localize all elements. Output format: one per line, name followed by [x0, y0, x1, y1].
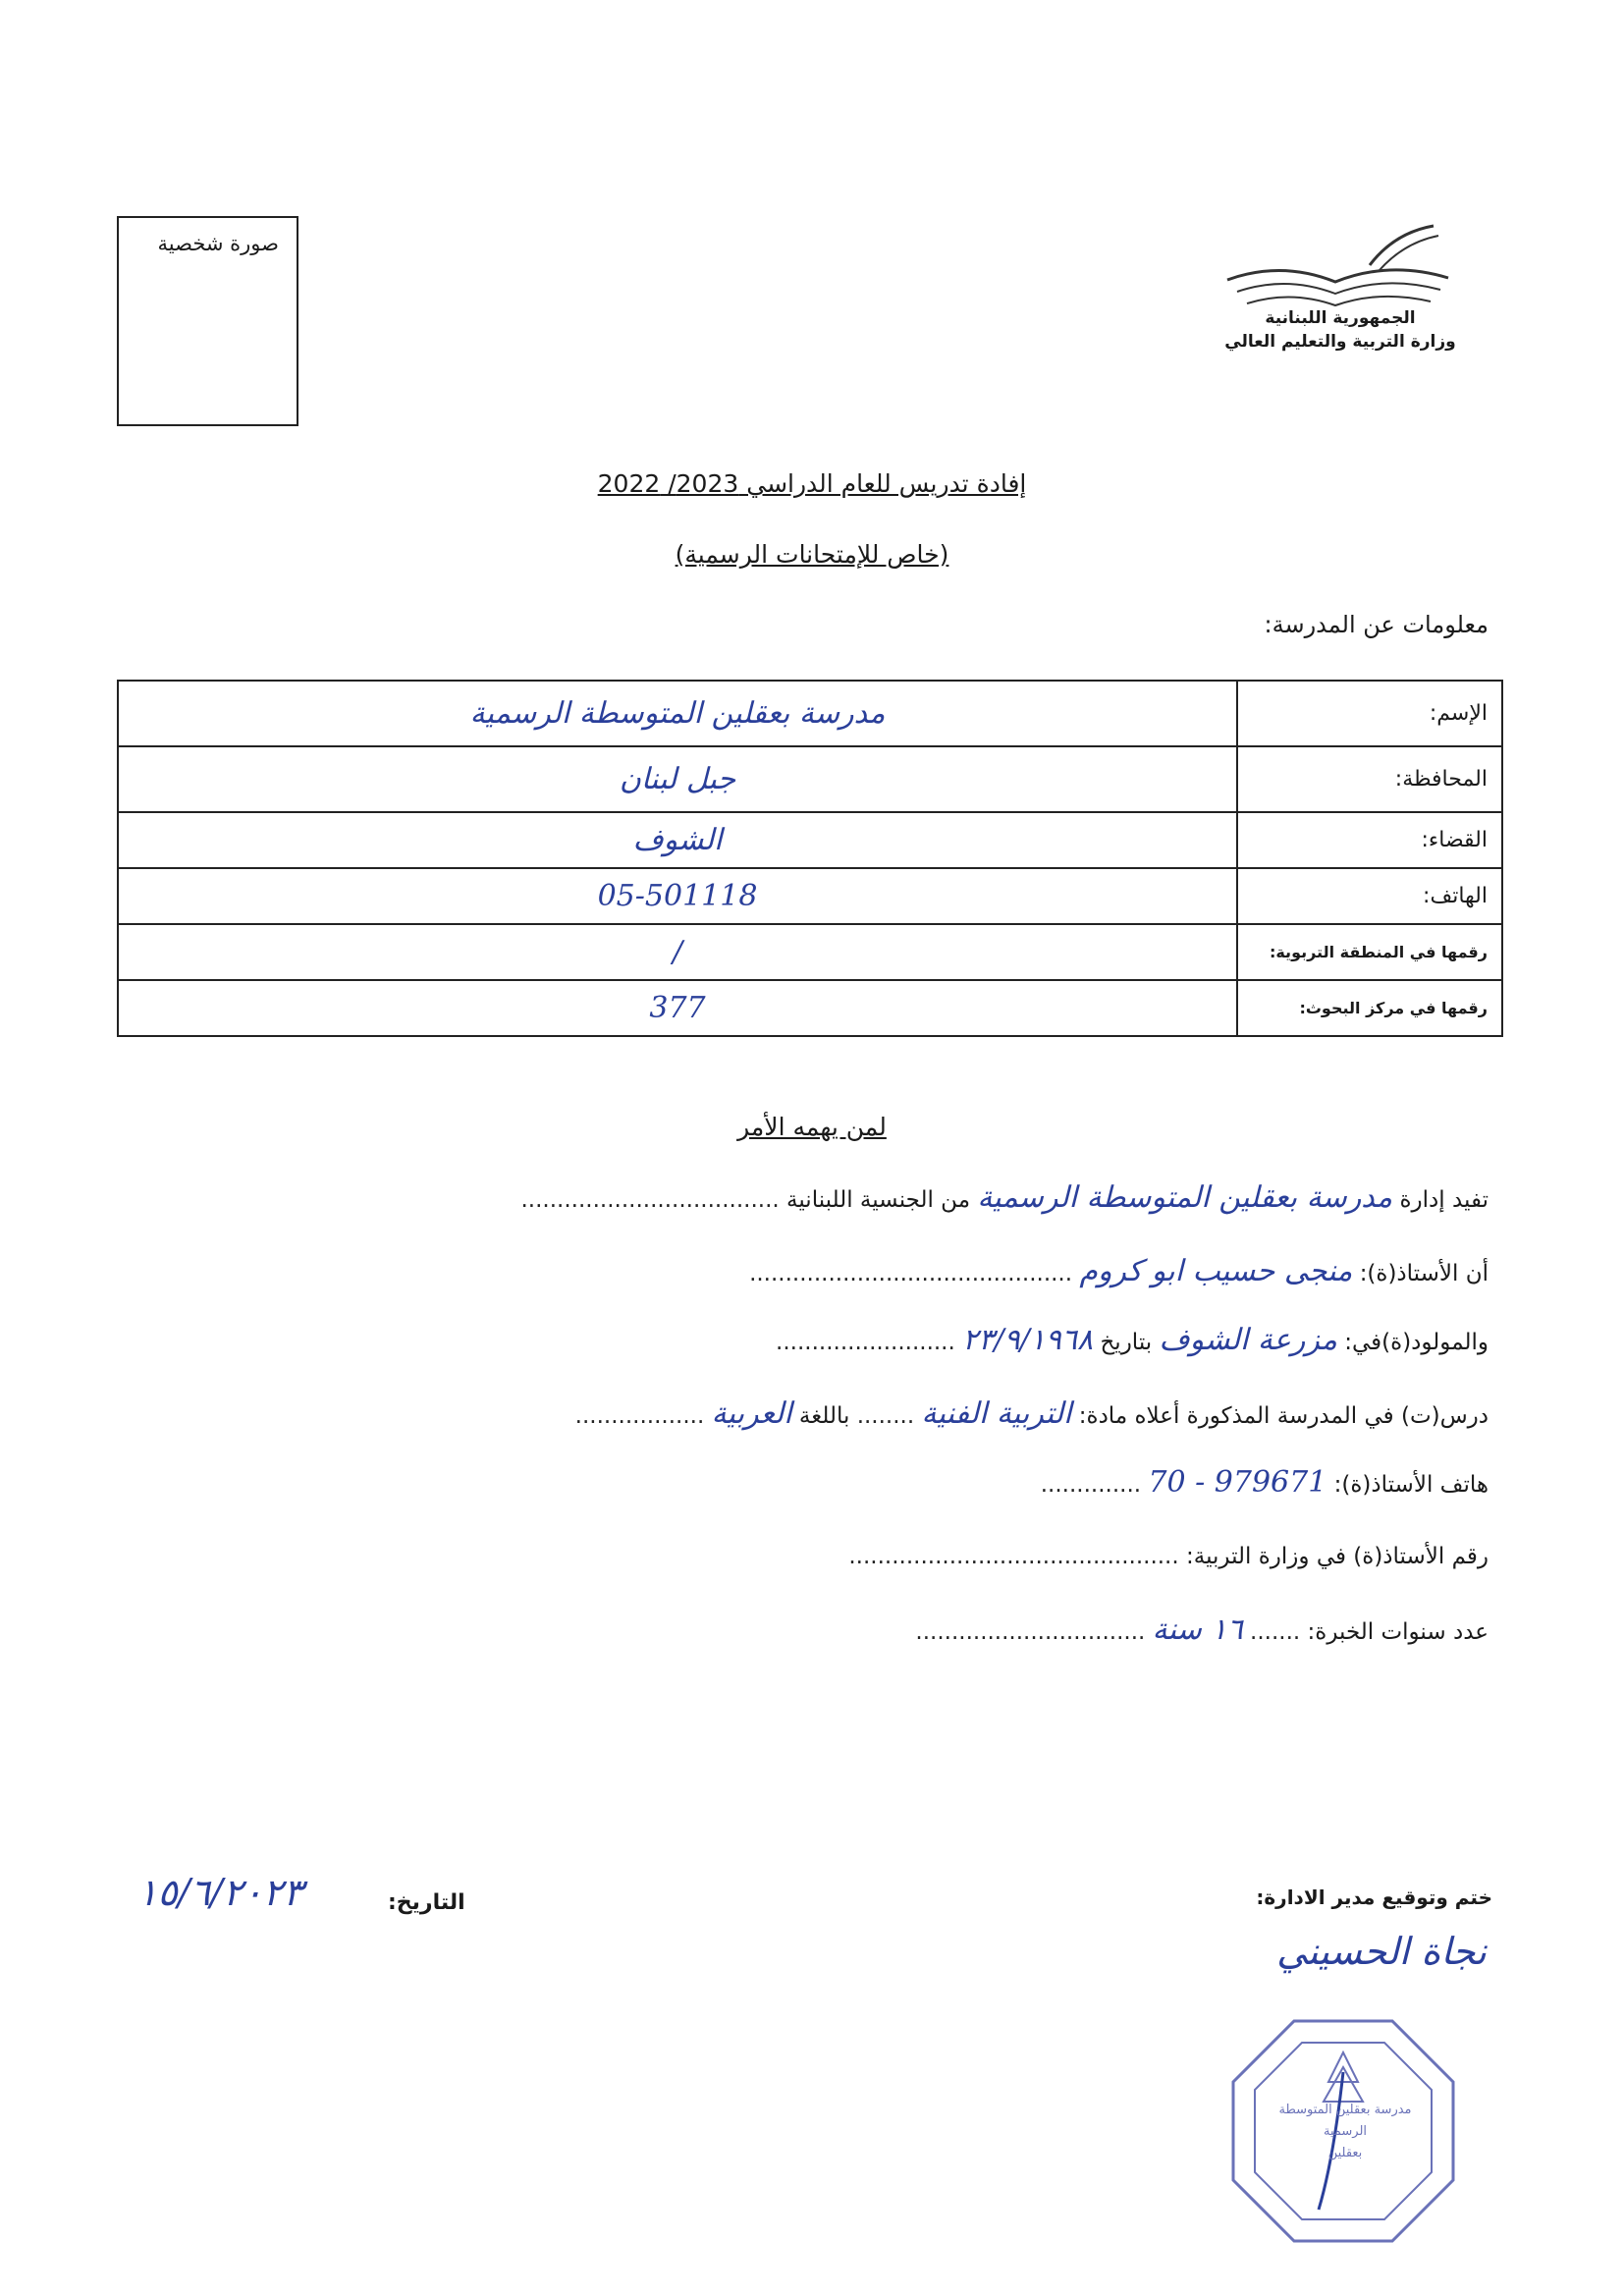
certificate-line-teacher	[749, 1252, 1489, 1291]
handwritten-teacher-name: منجى حسيب ابو كروم	[1079, 1254, 1353, 1288]
line-text: هاتف الأستاذ(ة):	[1333, 1472, 1489, 1498]
signature-name: نجاة الحسيني	[1276, 1930, 1487, 1973]
research-number-value: 377	[118, 980, 1237, 1036]
school-name-value: مدرسة بعقلين المتوسطة الرسمية	[118, 681, 1237, 746]
table-row	[118, 868, 1502, 924]
line-text: درس(ت) في المدرسة المذكورة أعلاه مادة:	[1078, 1403, 1489, 1429]
table-row	[118, 812, 1502, 868]
line-text: عدد سنوات الخبرة:	[1307, 1619, 1489, 1645]
date-label: التاريخ:	[388, 1890, 465, 1915]
dots-fill: .......	[1250, 1619, 1301, 1645]
dots-fill: ....................................	[520, 1187, 780, 1213]
governorate-value: جبل لبنان	[118, 746, 1237, 812]
dots-fill: ..............	[1040, 1472, 1142, 1498]
handwritten-school: مدرسة بعقلين المتوسطة الرسمية	[977, 1180, 1393, 1215]
line-text: باللغة	[798, 1403, 850, 1429]
stamp-line: مدرسة بعقلين المتوسطة	[1278, 2103, 1412, 2117]
line-text: أن الأستاذ(ة):	[1359, 1261, 1489, 1286]
handwritten-birth-place: مزرعة الشوف	[1159, 1323, 1337, 1357]
line-text: بتاريخ	[1100, 1330, 1153, 1355]
dots-fill: ..................	[574, 1403, 705, 1429]
to-whom-title: لمن يهمه الأمر	[737, 1113, 887, 1141]
certificate-line-birth	[776, 1321, 1489, 1360]
governorate-label: المحافظة:	[1237, 746, 1502, 812]
line-text: رقم الأستاذ(ة) في وزارة التربية:	[1186, 1544, 1489, 1569]
handwritten-experience-years: ١٦ سنة	[1152, 1613, 1243, 1647]
certificate-line-school	[521, 1178, 1489, 1218]
document-subtitle: (خاص للإمتحانات الرسمية)	[675, 540, 949, 569]
ministry-name: وزارة التربية والتعليم العالي	[1224, 332, 1456, 352]
handwritten-birth-date: ٢٣/٩/١٩٦٨	[962, 1323, 1094, 1357]
dots-fill: .............................................	[749, 1261, 1073, 1286]
region-number-label: رقمها في المنطقة التربوية:	[1237, 924, 1502, 980]
dots-fill: ........	[856, 1403, 915, 1429]
phone-label: الهاتف:	[1237, 868, 1502, 924]
line-text: تفيد إدارة	[1399, 1187, 1489, 1213]
school-info-table	[117, 680, 1503, 1037]
school-info-title: معلومات عن المدرسة:	[1264, 611, 1489, 638]
certificate-line-experience	[915, 1611, 1489, 1650]
line-text: من الجنسية اللبنانية	[786, 1187, 971, 1213]
phone-value: 05-501118	[118, 868, 1237, 924]
district-label: القضاء:	[1237, 812, 1502, 868]
handwritten-teacher-phone: 70 - 979671	[1148, 1465, 1327, 1500]
research-number-label: رقمها في مركز البحوث:	[1237, 980, 1502, 1036]
signature-title: ختم وتوقيع مدير الادارة:	[1256, 1886, 1492, 1909]
stamp-line: بعقلين	[1327, 2146, 1363, 2160]
date-value: ١٥/٦/٢٠٢٣	[137, 1871, 303, 1914]
certificate-line-subject	[575, 1394, 1489, 1434]
photo-box	[117, 216, 298, 426]
handwritten-subject: التربية الفنية	[921, 1396, 1072, 1431]
table-row	[118, 746, 1502, 812]
stamp-line: الرسمية	[1323, 2124, 1368, 2139]
district-value: الشوف	[118, 812, 1237, 868]
certificate-line-phone	[1041, 1463, 1489, 1503]
handwritten-language: العربية	[711, 1396, 792, 1431]
certificate-line-ministry-number	[848, 1537, 1489, 1576]
ministry-header	[1208, 306, 1473, 354]
dots-fill: ................................	[915, 1619, 1146, 1645]
republic-name: الجمهورية اللبنانية	[1265, 308, 1416, 328]
stamp-text	[1276, 2100, 1414, 2164]
table-row	[118, 681, 1502, 746]
line-text: والمولود(ة)في:	[1344, 1330, 1489, 1355]
region-number-value: /	[118, 924, 1237, 980]
dots-fill: ..............................................	[848, 1544, 1179, 1569]
table-row	[118, 924, 1502, 980]
table-row	[118, 980, 1502, 1036]
school-name-label: الإسم:	[1237, 681, 1502, 746]
document-title: إفادة تدريس للعام الدراسي 2023/ 2022	[597, 469, 1027, 498]
dots-fill: .........................	[776, 1330, 955, 1355]
photo-label: صورة شخصية	[157, 232, 279, 255]
